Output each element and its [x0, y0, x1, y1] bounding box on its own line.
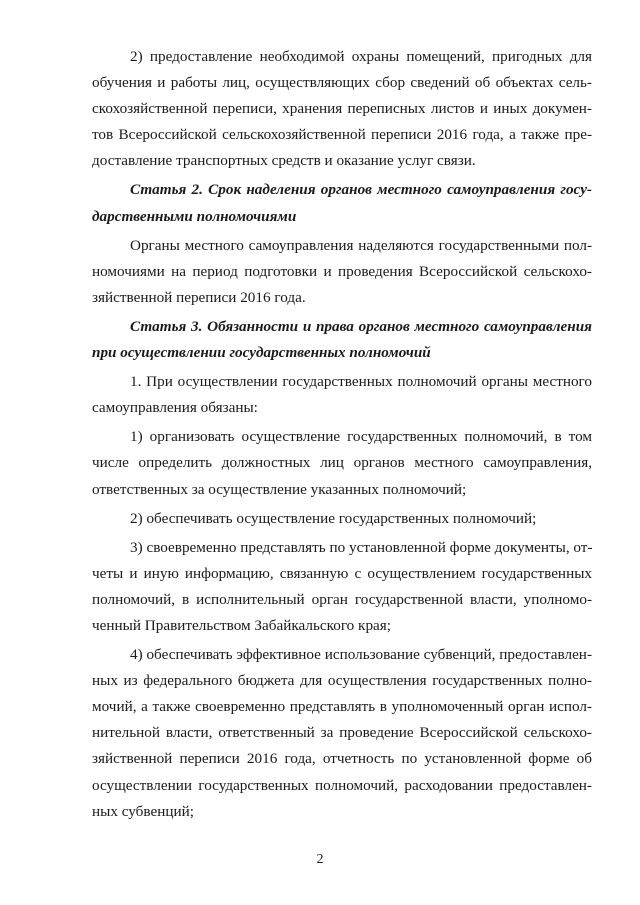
text-line: обучения и работы лиц, осуществляющих сбор сведений об объектах сель- [92, 74, 592, 92]
text-line: 1) организовать осуществление государственных полномочий, в том [130, 428, 592, 446]
text-line: самоуправления обязаны: [92, 399, 258, 417]
text-line: доставление транспортных средств и оказание услуг связи. [92, 152, 476, 170]
page-number: 2 [316, 852, 324, 867]
text-line: тов Всероссийской сельскохозяйственной переписи 2016 года, а также пре- [92, 126, 592, 144]
text-line: мочий, а также своевременно представлять в уполномоченный орган испол- [92, 698, 592, 716]
paragraph [92, 44, 592, 174]
heading-line: при осуществлении государственных полномочий [92, 344, 431, 362]
heading-line: Статья 2. Срок наделения органов местного самоуправления госу- [130, 181, 592, 199]
text-line: ных из федерального бюджета для осуществления государственных полно- [92, 672, 592, 690]
text-line: полномочий, в исполнительный орган государственной власти, уполномо- [92, 590, 592, 608]
text-line: 2) предоставление необходимой охраны помещений, пригодных для [130, 48, 592, 65]
heading-line: Статья 3. Обязанности и права органов местного самоуправления [130, 317, 592, 335]
text-line: Органы местного самоуправления наделяются государственными пол- [130, 236, 592, 254]
text-line: нительной власти, ответственный за проведение Всероссийской сельскохо- [92, 724, 592, 742]
paragraph [92, 369, 592, 421]
text-line: 4) обеспечивать эффективное использование субвенций, предоставлен- [130, 646, 592, 664]
paragraph [92, 535, 592, 639]
text-line: ченный Правительством Забайкальского края; [92, 616, 391, 634]
heading-line: дарственными полномочиями [92, 207, 297, 225]
document-page [92, 44, 592, 825]
text-line: 3) своевременно представлять по установленной форме документы, от- [130, 538, 592, 556]
text-line: скохозяйственной переписи, хранения переписных листов и иных докумен- [92, 100, 592, 118]
text-line: номочиями на период подготовки и проведения Всероссийской сельскохо- [92, 262, 592, 280]
text-line: осуществлении государственных полномочий, расходовании предоставлен- [92, 776, 592, 794]
text-line: ных субвенций; [92, 802, 194, 820]
text-line: зяйственной переписи 2016 года, отчетность по установленной форме об [92, 750, 592, 768]
paragraph [92, 233, 592, 311]
text-line: ответственных за осуществление указанных полномочий; [92, 480, 467, 498]
text-line: зяйственной переписи 2016 года. [92, 288, 306, 306]
text-line: четы и иную информацию, связанную с осуществлением государственных [92, 564, 592, 582]
paragraph [92, 642, 592, 825]
paragraph [92, 506, 592, 532]
article-heading [92, 314, 592, 366]
text-line: 2) обеспечивать осуществление государственных полномочий; [130, 509, 537, 527]
article-heading [92, 177, 592, 229]
text-line: числе определить должностных лиц органов местного самоуправления, [92, 454, 592, 472]
text-line: 1. При осуществлении государственных полномочий органы местного [130, 373, 592, 391]
paragraph [92, 424, 592, 502]
